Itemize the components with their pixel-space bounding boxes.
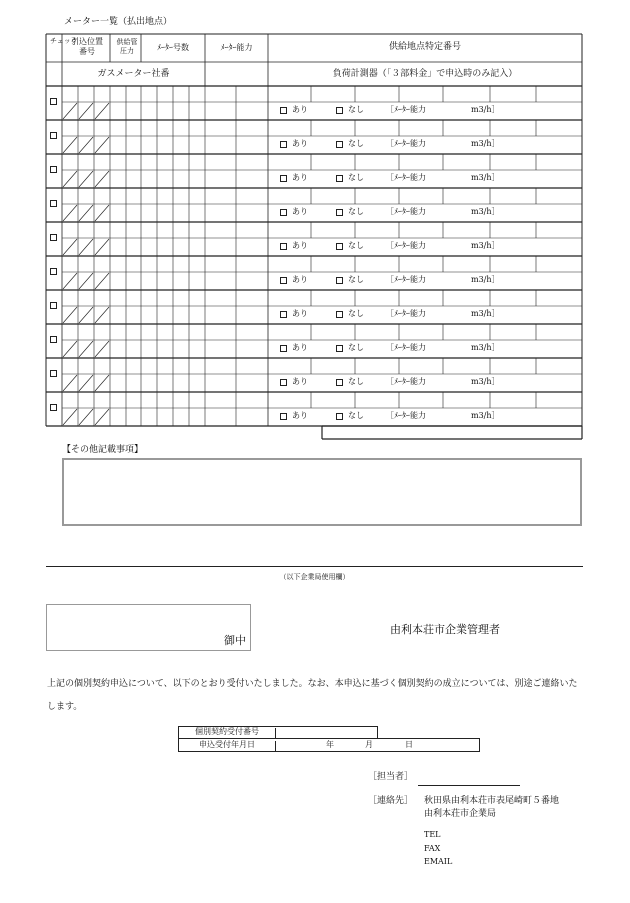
- option-yes-label: あり: [292, 139, 308, 148]
- option-no-label: なし: [348, 139, 364, 148]
- capacity-label: ［ﾒｰﾀｰ能力: [386, 207, 426, 216]
- grid-line: [95, 409, 109, 425]
- header-load-meter-note: 負荷計測器（「３部料金」で申込時のみ記入）: [332, 69, 518, 79]
- option-no-label: なし: [348, 411, 364, 420]
- capacity-unit: m3/h］: [471, 173, 500, 182]
- option-yes-label: あり: [292, 309, 308, 318]
- grid-line: [79, 307, 93, 323]
- grid-line: [79, 137, 93, 153]
- capacity-unit: m3/h］: [471, 411, 500, 420]
- grid-line: [63, 137, 77, 153]
- row-check-box[interactable]: [50, 200, 57, 207]
- grid-line: [95, 137, 109, 153]
- capacity-label: ［ﾒｰﾀｰ能力: [386, 105, 426, 114]
- capacity-unit: m3/h］: [471, 377, 500, 386]
- row-check-box[interactable]: [50, 268, 57, 275]
- load-meter-checkbox[interactable]: [336, 311, 343, 318]
- capacity-unit: m3/h］: [471, 139, 500, 148]
- option-yes-label: あり: [292, 275, 308, 284]
- option-no-label: なし: [348, 275, 364, 284]
- capacity-label: ［ﾒｰﾀｰ能力: [386, 343, 426, 352]
- option-no-label: なし: [348, 173, 364, 182]
- header-meter-count: ﾒｰﾀｰ号数: [157, 43, 189, 52]
- load-meter-checkbox[interactable]: [280, 107, 287, 114]
- addressee-box[interactable]: [46, 604, 251, 651]
- option-yes-label: あり: [292, 173, 308, 182]
- load-meter-checkbox[interactable]: [280, 311, 287, 318]
- addressee-suffix: 御中: [224, 634, 246, 647]
- option-yes-label: あり: [292, 343, 308, 352]
- grid-line: [79, 273, 93, 289]
- contact-person-field[interactable]: [418, 785, 520, 786]
- option-no-label: なし: [348, 207, 364, 216]
- grid-line: [79, 239, 93, 255]
- grid-line: [63, 341, 77, 357]
- capacity-unit: m3/h］: [471, 275, 500, 284]
- option-yes-label: あり: [292, 377, 308, 386]
- header-check: チェック: [50, 37, 78, 45]
- date-month-label: 月: [365, 740, 373, 749]
- grid-line: [79, 375, 93, 391]
- load-meter-checkbox[interactable]: [336, 379, 343, 386]
- grid-line: [95, 171, 109, 187]
- capacity-unit: m3/h］: [471, 105, 500, 114]
- meter-table-grid: [0, 0, 630, 450]
- address-line-2: 由利本荘市企業局: [424, 809, 497, 819]
- grid-line: [63, 273, 77, 289]
- option-yes-label: あり: [292, 411, 308, 420]
- row-check-box[interactable]: [50, 370, 57, 377]
- option-no-label: なし: [348, 105, 364, 114]
- load-meter-checkbox[interactable]: [336, 175, 343, 182]
- row-check-box[interactable]: [50, 166, 57, 173]
- grid-line: [79, 205, 93, 221]
- load-meter-checkbox[interactable]: [280, 413, 287, 420]
- office-use-note: （以下企業局使用欄）: [279, 573, 350, 581]
- load-meter-checkbox[interactable]: [280, 243, 287, 250]
- receipt-date-row: [178, 738, 480, 752]
- receipt-no-field[interactable]: [276, 727, 377, 738]
- grid-line: [63, 171, 77, 187]
- option-no-label: なし: [348, 343, 364, 352]
- grid-line: [79, 171, 93, 187]
- section-divider: [46, 566, 583, 567]
- capacity-unit: m3/h］: [471, 207, 500, 216]
- load-meter-checkbox[interactable]: [336, 413, 343, 420]
- load-meter-checkbox[interactable]: [280, 209, 287, 216]
- header-gas-meter-serial: ガスメーター社番: [97, 69, 170, 79]
- row-check-box[interactable]: [50, 302, 57, 309]
- option-yes-label: あり: [292, 241, 308, 250]
- receipt-no-label: 個別契約受付番号: [179, 728, 276, 739]
- option-no-label: なし: [348, 241, 364, 250]
- grid-line: [63, 239, 77, 255]
- load-meter-checkbox[interactable]: [336, 209, 343, 216]
- option-yes-label: あり: [292, 105, 308, 114]
- contact-person-label: ［担当者］: [368, 772, 414, 782]
- load-meter-checkbox[interactable]: [336, 141, 343, 148]
- capacity-unit: m3/h］: [471, 309, 500, 318]
- option-no-label: なし: [348, 377, 364, 386]
- other-notes-field[interactable]: [62, 458, 582, 526]
- grid-line: [79, 103, 93, 119]
- grid-line: [95, 205, 109, 221]
- contact-label: ［連絡先］: [368, 796, 414, 806]
- option-no-label: なし: [348, 309, 364, 318]
- grid-line: [63, 375, 77, 391]
- grid-line: [95, 341, 109, 357]
- row-check-box[interactable]: [50, 234, 57, 241]
- row-check-box[interactable]: [50, 132, 57, 139]
- capacity-label: ［ﾒｰﾀｰ能力: [386, 139, 426, 148]
- grid-line: [63, 205, 77, 221]
- header-supply-pressure: 供給管 圧力: [116, 38, 138, 56]
- load-meter-checkbox[interactable]: [336, 107, 343, 114]
- load-meter-checkbox[interactable]: [280, 141, 287, 148]
- grid-line: [63, 103, 77, 119]
- row-check-box[interactable]: [50, 98, 57, 105]
- grid-line: [63, 409, 77, 425]
- grid-line: [95, 273, 109, 289]
- receipt-message: 上記の個別契約申込について、以下のとおり受付いたしました。なお、本申込に基づく個別契約の成立については、別途ご連絡いたします。: [47, 679, 578, 712]
- capacity-label: ［ﾒｰﾀｰ能力: [386, 411, 426, 420]
- header-supply-point-id: 供給地点特定番号: [388, 42, 461, 52]
- other-notes-value: [64, 460, 580, 468]
- receipt-date-label: 申込受付年月日: [179, 741, 276, 751]
- capacity-label: ［ﾒｰﾀｰ能力: [386, 377, 426, 386]
- issuer-name: 由利本荘市企業管理者: [390, 623, 500, 636]
- load-meter-checkbox[interactable]: [336, 277, 343, 284]
- grid-line: [63, 307, 77, 323]
- fax-label: FAX: [424, 844, 441, 853]
- header-meter-capacity: ﾒｰﾀｰ能力: [220, 43, 253, 52]
- load-meter-checkbox[interactable]: [336, 345, 343, 352]
- capacity-label: ［ﾒｰﾀｰ能力: [386, 309, 426, 318]
- tel-label: TEL: [424, 830, 441, 839]
- grid-line: [95, 375, 109, 391]
- other-notes-label: 【その他記載事項】: [62, 445, 144, 455]
- capacity-label: ［ﾒｰﾀｰ能力: [386, 173, 426, 182]
- capacity-label: ［ﾒｰﾀｰ能力: [386, 275, 426, 284]
- capacity-unit: m3/h］: [471, 343, 500, 352]
- row-check-box[interactable]: [50, 336, 57, 343]
- grid-line: [79, 409, 93, 425]
- load-meter-checkbox[interactable]: [280, 345, 287, 352]
- load-meter-checkbox[interactable]: [336, 243, 343, 250]
- option-yes-label: あり: [292, 207, 308, 216]
- grid-line: [95, 239, 109, 255]
- grid-line: [95, 103, 109, 119]
- grid-line: [95, 307, 109, 323]
- address-line-1: 秋田県由利本荘市表尾崎町５番地: [424, 796, 560, 806]
- date-day-label: 日: [405, 740, 413, 749]
- load-meter-checkbox[interactable]: [280, 277, 287, 284]
- grid-line: [79, 341, 93, 357]
- load-meter-checkbox[interactable]: [280, 175, 287, 182]
- meter-list-title: メーター一覧（払出地点）: [64, 17, 173, 27]
- date-year-label: 年: [326, 740, 334, 749]
- capacity-label: ［ﾒｰﾀｰ能力: [386, 241, 426, 250]
- capacity-unit: m3/h］: [471, 241, 500, 250]
- email-label: EMAIL: [424, 857, 453, 866]
- header-pull-position-no: 引込位置 番号: [71, 37, 103, 56]
- row-check-box[interactable]: [50, 404, 57, 411]
- load-meter-checkbox[interactable]: [280, 379, 287, 386]
